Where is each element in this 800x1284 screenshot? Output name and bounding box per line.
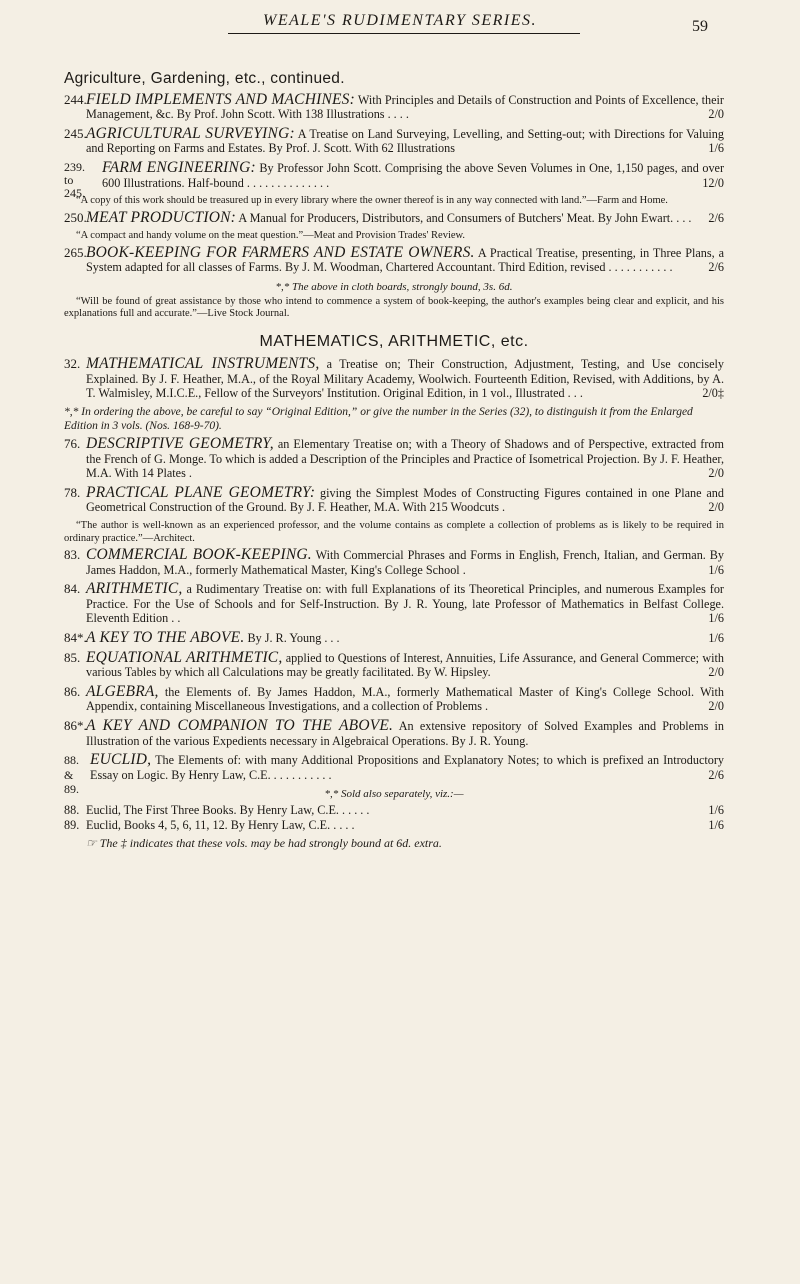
entry-76: [64, 437, 724, 481]
entry-title: ARITHMETIC,: [86, 580, 183, 598]
entry-83: [64, 548, 724, 577]
entry-description: applied to Questions of Interest, Annuities, Life Assurance, and General Commerce; with various Tables by which all Calculations may be greatly facilitated. By W. Hipsley.: [86, 650, 725, 680]
entry-price: 1/6: [708, 141, 724, 156]
entry-price: 1/6: [708, 562, 724, 577]
header-rule: [228, 33, 580, 34]
entry-number: 86.: [64, 683, 81, 699]
binding-footnote: ☞ The ‡ indicates that these vols. may be had strongly bound at 6d. extra.: [86, 836, 442, 851]
entry-title: ALGEBRA,: [86, 682, 159, 700]
entry-description: By J. R. Young . . .: [247, 631, 340, 646]
entry-number: 32.: [64, 356, 81, 372]
entry-89-separate: [64, 818, 724, 833]
entry-number: 244.: [64, 91, 87, 107]
review-quote: “A compact and handy volume on the meat question.”—Meat and Provision Trades' Review.: [76, 230, 466, 242]
entry-number: 239. to 245.: [64, 159, 85, 200]
entry-number: 88. & 89.: [64, 753, 79, 797]
entry-description: By Professor John Scott. Comprising the above Seven Volumes in One, 1,150 pages, and over 600 Illustrations. Half-bound . . . . . . . . . . . . . .: [102, 160, 725, 190]
page-number: 59: [692, 18, 708, 35]
entry-title: EQUATIONAL ARITHMETIC,: [86, 648, 283, 666]
entry-title: FARM ENGINEERING:: [102, 158, 256, 176]
entry-description: A Practical Treatise, presenting, in Three Plans, a System adapted for all classes of Farms. By J. M. Woodman, Chartered Accountant. Third Edition, revised . . . . . . . . . . .: [86, 245, 725, 275]
entry-84-key: [64, 631, 724, 646]
binding-note: *,* The above in cloth boards, strongly bound, 3s. 6d.: [275, 280, 513, 293]
section-heading-agriculture: Agriculture, Gardening, etc., continued.: [64, 70, 345, 87]
entry-title: DESCRIPTIVE GEOMETRY,: [86, 435, 274, 453]
entry-price: 1/6: [708, 817, 724, 832]
entry-84: [64, 582, 724, 626]
entry-number: 84*.: [64, 630, 87, 646]
entry-price: 2/0: [708, 665, 724, 680]
entry-price: 2/0: [708, 500, 724, 515]
entry-description: a Rudimentary Treatise on: with full Explanations of its Theoretical Principles, and numerous Examples for Practice. For the Use of Schools and for Self-Instruction. By J. R. Young, late Professor of Mathematics in Belfast College. Eleventh Edition . .: [86, 582, 724, 626]
entry-number: 265.: [64, 244, 87, 260]
entry-description: a Treatise on; Their Construction, Adjustment, Testing, and Use concisely Explained. By J. F. Heather, M.A., of the Royal Military Academy, Woolwich. Fourteenth Edition, Revised, with Additions, by A. T. Walmisley, M.I.C.E., Fellow of the Surveyors' Institution. Original Edition, in 1 vol., Illustrated . . .: [86, 357, 724, 401]
ordering-note: *,* In ordering the above, be careful to say “Original Edition,” or give the number in the Series (32), to distinguish it from the Enlarged Edition in 3 vols. (Nos. 168-9-70).: [64, 405, 693, 432]
entry-price: 2/0‡: [702, 386, 724, 401]
entry-number: 85.: [64, 649, 81, 665]
entry-number: 88.: [64, 802, 80, 817]
entry-title: FIELD IMPLEMENTS AND MACHINES:: [86, 90, 355, 108]
entry-description: Euclid, Books 4, 5, 6, 11, 12. By Henry Law, C.E. . . . .: [86, 817, 355, 832]
entry-265: [64, 243, 725, 275]
sold-separately-note: *,* Sold also separately, viz.:—: [324, 788, 464, 801]
entry-price: 2/0: [708, 466, 724, 481]
entry-number: 76.: [64, 436, 81, 452]
entry-title: BOOK-KEEPING FOR FARMERS AND ESTATE OWNERS.: [86, 243, 475, 261]
entry-description: the Elements of. By James Haddon, M.A., formerly Mathematical Master of King's College School. With Appendix, containing Miscellaneous Investigations, and a collection of Problems .: [86, 684, 725, 714]
entry-price: 2/6: [708, 767, 724, 782]
entry-description: A Manual for Producers, Distributors, and Consumers of Butchers' Meat. By John Ewart. . . .: [238, 210, 692, 225]
entry-78: [64, 483, 724, 515]
review-quote: “A copy of this work should be treasured up in every library where the owner thereof is in any way connected with land.”—Farm and Home.: [76, 195, 668, 207]
entry-number: 89.: [64, 817, 80, 832]
entry-title: PRACTICAL PLANE GEOMETRY:: [86, 483, 316, 501]
entry-title: COMMERCIAL BOOK-KEEPING.: [86, 546, 312, 564]
entry-price: 1/6: [708, 611, 724, 626]
entry-245: [64, 124, 724, 156]
entry-number: 250.: [64, 209, 87, 225]
entry-description: With Commercial Phrases and Forms in English, French, Italian, and German. By James Haddon, M.A., formerly Mathematical Master, King's College School .: [86, 548, 725, 577]
entry-price: 2/0: [708, 107, 724, 122]
entry-price: 2/6: [708, 260, 724, 275]
entry-description: Euclid, The First Three Books. By Henry Law, C.E. . . . . .: [86, 802, 370, 817]
entry-description: An extensive repository of Solved Examples and Problems in Illustration of the various Expedients necessary in Algebraical Operations. By J. R. Young.: [86, 719, 725, 748]
section-heading-mathematics: MATHEMATICS, ARITHMETIC, etc.: [259, 332, 529, 350]
entry-price: 1/6: [708, 631, 724, 646]
entry-title: AGRICULTURAL SURVEYING:: [86, 124, 295, 142]
entry-title: MATHEMATICAL INSTRUMENTS,: [86, 355, 320, 373]
catalogue-content: [64, 66, 724, 851]
entry-number: 84.: [64, 581, 81, 597]
entry-number: 245.: [64, 125, 87, 141]
entry-number: 86*.: [64, 718, 87, 733]
entry-description: giving the Simplest Modes of Constructing Figures contained in one Plane and Geometrical Construction of the Ground. By J. F. Heather, M.A. With 215 Woodcuts .: [86, 485, 724, 515]
entry-title: EUCLID,: [90, 751, 152, 769]
entry-price: 1/6: [708, 802, 724, 817]
entry-86: [64, 682, 725, 714]
entry-price: 12/0: [702, 175, 724, 190]
entry-title: A KEY TO THE ABOVE.: [86, 629, 245, 647]
entry-86-key: [64, 719, 724, 748]
review-quote: “Will be found of great assistance by those who intend to commence a system of book-keeping, the author's examples being clear and explicit, and his explanations full and accurate.”—Live Stock Journal.: [64, 295, 724, 320]
entry-number: 78.: [64, 484, 81, 500]
entry-description: With Principles and Details of Construction and Points of Excellence, their Management, &c. By Prof. John Scott. With 138 Illustrations . . . .: [86, 92, 724, 122]
entry-description: A Treatise on Land Surveying, Levelling, and Setting-out; with Directions for Valuing and Reporting on Farms and Estates. By Prof. J. Scott. With 62 Illustrations: [86, 126, 724, 156]
entry-description: The Elements of: with many Additional Propositions and Explanatory Notes; to which is prefixed an Introductory Essay on Logic. By Henry Law, C.E. . . . . . . . . . .: [90, 753, 725, 782]
entry-88-separate: [64, 803, 724, 818]
entry-price: 2/6: [708, 210, 724, 225]
entry-description: an Elementary Treatise on; with a Theory of Shadows and of Perspective, extracted from the French of G. Monge. To which is added a Description of the Principles and Practice of Isometrical Projection. By J. F. Heather, M.A. With 14 Plates .: [86, 437, 724, 481]
entry-239-245: [64, 158, 725, 200]
entry-number: 83.: [64, 547, 81, 563]
entry-32: [64, 357, 724, 401]
entry-244: [64, 90, 724, 122]
entry-250: [64, 208, 724, 226]
entry-85: [64, 648, 725, 680]
running-head: WEALE'S RUDIMENTARY SERIES.: [263, 12, 537, 29]
entry-title: MEAT PRODUCTION:: [86, 208, 237, 226]
entry-price: 2/0: [708, 699, 724, 714]
entry-title: A KEY AND COMPANION TO THE ABOVE.: [86, 717, 394, 734]
review-quote: “The author is well-known as an experienced professor, and the volume contains as complete a collection of problems as is likely to be required in ordinary practice.”—Architect.: [64, 520, 724, 544]
